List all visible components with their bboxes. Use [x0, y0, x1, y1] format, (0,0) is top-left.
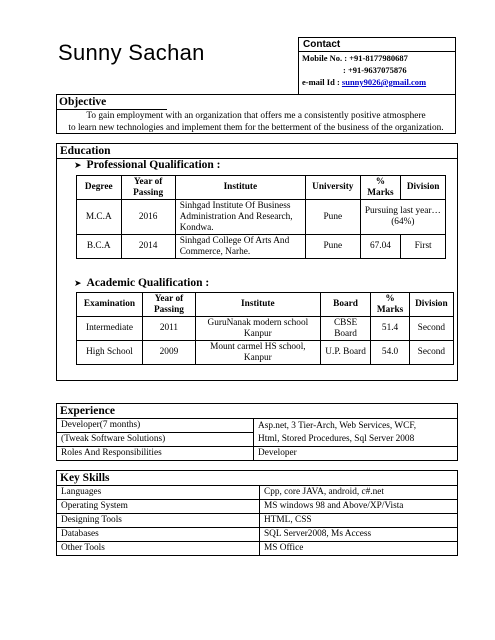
col-division: Division [401, 176, 446, 200]
experience-tech-cell [254, 419, 458, 447]
table-row [77, 317, 454, 341]
skill-label: Operating System [57, 500, 260, 514]
table-row [77, 341, 454, 365]
division-cell: Second [409, 317, 453, 341]
year-cell: 2014 [121, 235, 175, 259]
year-cell: 2009 [142, 341, 195, 365]
institute-cell: Sinhgad Institute Of Business Administration And Research, Kondwa. [175, 200, 305, 235]
skill-label: Designing Tools [57, 514, 260, 528]
contact-title: Contact [299, 38, 455, 52]
mobile-secondary: : +91-9637075876 [343, 65, 407, 75]
skill-row [57, 486, 458, 500]
experience-company: (Tweak Software Solutions) [61, 434, 166, 444]
year-cell: 2011 [142, 317, 195, 341]
skill-row [57, 514, 458, 528]
education-title: Education [57, 144, 457, 159]
skill-value: SQL Server2008, Ms Access [260, 528, 458, 542]
experience-position: Developer(7 months) [57, 419, 253, 433]
col-exam: Examination [77, 293, 143, 317]
arrow-icon: ➤ [74, 279, 82, 289]
skill-label: Databases [57, 528, 260, 542]
board-cell: CBSE Board [320, 317, 371, 341]
experience-title-row [57, 404, 458, 419]
skill-label: Languages [57, 486, 260, 500]
arrow-icon: ➤ [74, 161, 82, 171]
academic-heading [74, 277, 209, 289]
marks-cell: 67.04 [360, 235, 401, 259]
col-year: Year of Passing [142, 293, 195, 317]
skill-row [57, 528, 458, 542]
col-year: Year of Passing [121, 176, 175, 200]
skill-value: MS Office [260, 542, 458, 556]
marks-cell: 54.0 [371, 341, 409, 365]
col-marks: % Marks [371, 293, 409, 317]
table-row [77, 200, 446, 235]
exam-cell: High School [77, 341, 143, 365]
col-institute: Institute [195, 293, 320, 317]
mobile-primary: Mobile No. : +91-8177980687 [302, 53, 408, 63]
academic-table [76, 292, 454, 365]
division-cell: Second [409, 341, 453, 365]
university-cell: Pune [305, 235, 360, 259]
skill-value: Cpp, core JAVA, android, c#.net [260, 486, 458, 500]
professional-heading [74, 159, 221, 171]
skill-row [57, 500, 458, 514]
col-marks: % Marks [360, 176, 401, 200]
experience-role-row [57, 447, 458, 461]
table-row [77, 235, 446, 259]
division-cell: First [401, 235, 446, 259]
institute-cell: GuruNanak modern school Kanpur [195, 317, 320, 341]
board-cell: U.P. Board [320, 341, 371, 365]
contact-box [298, 37, 456, 95]
col-board: Board [320, 293, 371, 317]
skills-table [56, 470, 458, 556]
skills-title: Key Skills [57, 471, 458, 486]
objective-section [56, 94, 456, 134]
objective-title: Objective [57, 95, 167, 110]
table-header-row [77, 176, 446, 200]
university-cell: Pune [305, 200, 360, 235]
role-value: Developer [254, 447, 458, 461]
email-link[interactable]: sunny9026@gmail.com [341, 77, 427, 87]
institute-cell: Mount carmel HS school, Kanpur [195, 341, 320, 365]
role-label: Roles And Responsibilities [57, 447, 254, 461]
skills-title-row [57, 471, 458, 486]
email-line [299, 76, 455, 88]
experience-position-cell [57, 419, 254, 447]
col-university: University [305, 176, 360, 200]
skill-value: HTML, CSS [260, 514, 458, 528]
marks-cell: 51.4 [371, 317, 409, 341]
col-institute: Institute [175, 176, 305, 200]
table-header-row [77, 293, 454, 317]
experience-title: Experience [57, 404, 458, 419]
col-division: Division [409, 293, 453, 317]
degree-cell: M.C.A [77, 200, 122, 235]
professional-table [76, 175, 446, 259]
objective-line-2: to learn new technologies and implement them for the betterment of the business of the organization. [68, 123, 444, 133]
academic-title: Academic Qualification : [86, 277, 210, 289]
candidate-name: Sunny Sachan [58, 40, 205, 65]
year-cell: 2016 [121, 200, 175, 235]
skill-row [57, 542, 458, 556]
skill-label: Other Tools [57, 542, 260, 556]
email-label: e-mail Id : [302, 77, 342, 87]
exam-cell: Intermediate [77, 317, 143, 341]
skill-value: MS windows 98 and Above/XP/Vista [260, 500, 458, 514]
experience-tech-1: Asp.net, 3 Tier-Arch, Web Services, WCF, [258, 420, 417, 431]
degree-cell: B.C.A [77, 235, 122, 259]
col-degree: Degree [77, 176, 122, 200]
experience-tech-2: Html, Stored Procedures, Sql Server 2008 [258, 433, 415, 444]
marks-cell: Pursuing last year…(64%) [360, 200, 445, 235]
objective-line-1: To gain employment with an organization that offers me a consistently positive atmosphere [86, 111, 426, 121]
professional-title: Professional Qualification : [86, 159, 221, 171]
institute-cell: Sinhgad College Of Arts And Commerce, Narhe. [175, 235, 305, 259]
experience-row [57, 419, 458, 447]
experience-table [56, 403, 458, 461]
